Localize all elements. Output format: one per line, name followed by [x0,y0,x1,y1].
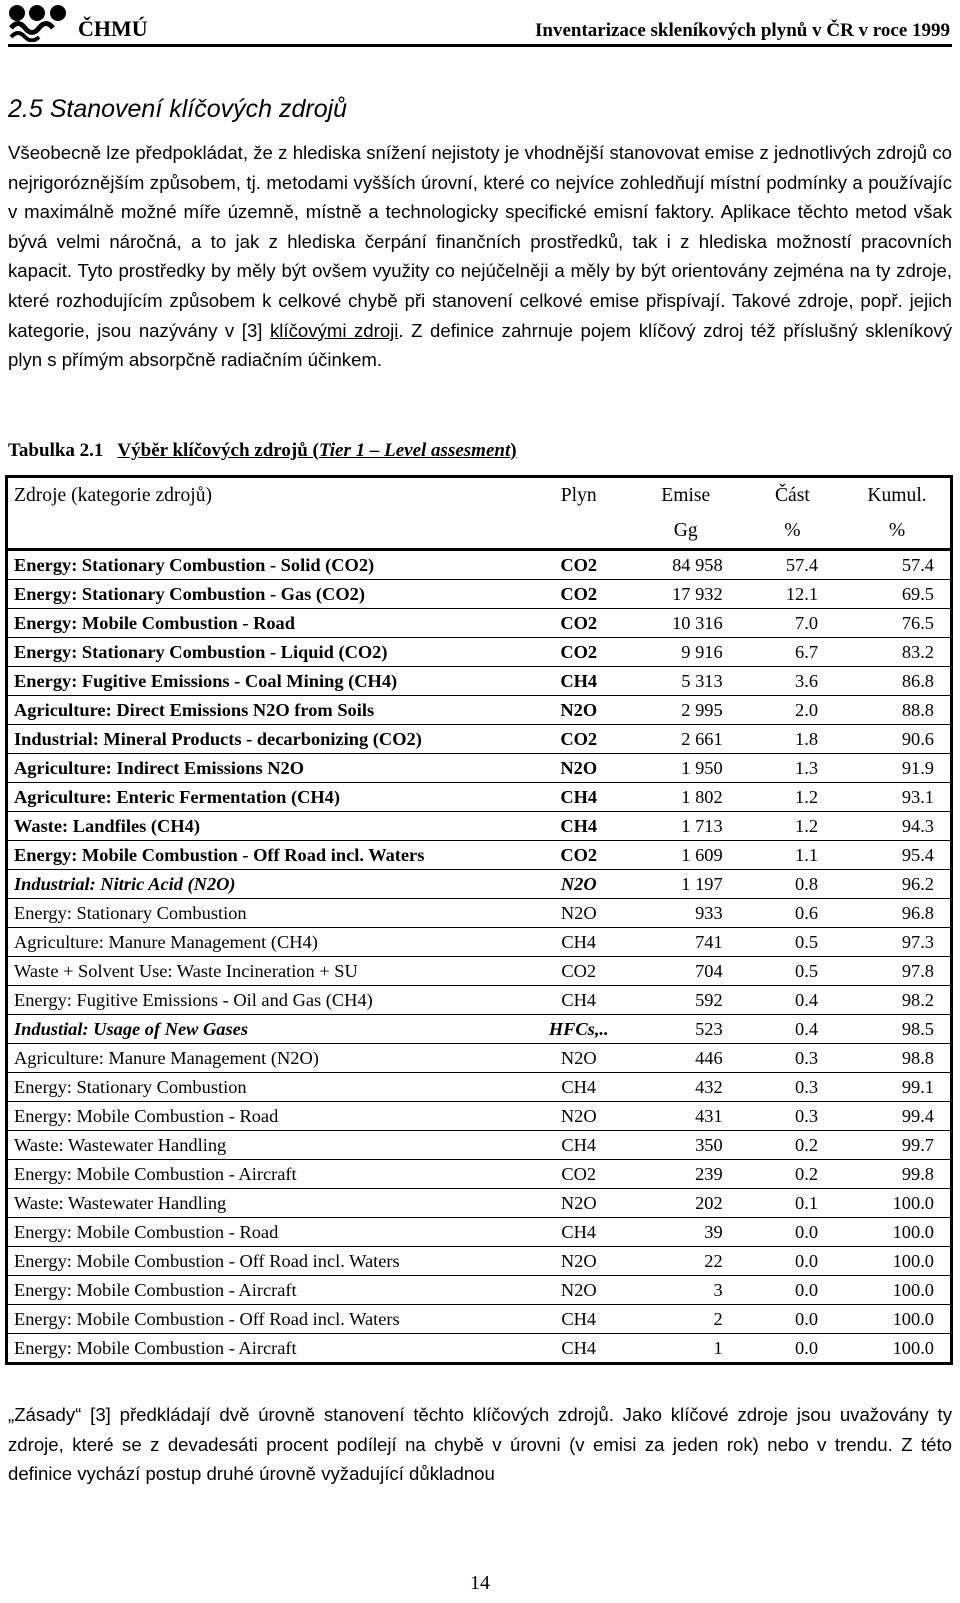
cell-share: 0.5 [741,957,844,986]
cell-emission: 17 932 [631,580,741,609]
table-caption-label: Tabulka 2.1 [8,440,104,461]
cell-cumulative: 100.0 [844,1247,951,1276]
cell-cumulative: 76.5 [844,609,951,638]
table-row [7,1276,952,1305]
cell-share: 1.2 [741,783,844,812]
key-sources-term: klíčovými zdroji [270,319,399,341]
table-row [7,1334,952,1364]
cell-gas: CH4 [527,986,631,1015]
cell-emission: 39 [631,1218,741,1247]
cell-gas: N2O [527,899,631,928]
table-caption-title [117,440,516,461]
table-row [7,696,952,725]
cell-source: Energy: Stationary Combustion - Gas (CO2) [7,580,527,609]
cell-share: 3.6 [741,667,844,696]
units-source-empty [7,514,527,550]
cell-emission: 3 [631,1276,741,1305]
cell-cumulative: 100.0 [892,1338,934,1358]
cell-emission: 523 [631,1015,741,1044]
cell-source: Waste + Solvent Use: Waste Incineration + SU [7,957,527,986]
cell-gas: CH4 [527,812,631,841]
cell-cumulative: 91.9 [844,754,951,783]
chmu-logo-icon [8,4,70,42]
cell-gas: CO2 [527,638,631,667]
cell-gas: CH4 [527,667,631,696]
logo-text: ČHMÚ [78,16,148,41]
cell-gas: CH4 [561,1338,597,1358]
intro-paragraph [8,138,952,375]
cell-cumulative: 98.5 [844,1015,951,1044]
cell-cumulative: 100.0 [844,1305,951,1334]
cell-emission: 1 609 [631,841,741,870]
cell-gas: CH4 [527,1305,631,1334]
cell-cumulative: 97.3 [844,928,951,957]
table-row [7,1102,952,1131]
cell-source: Industrial: Mineral Products - decarbonizing (CO2) [7,725,527,754]
cell-share: 0.3 [741,1044,844,1073]
cell-gas: CO2 [527,1160,631,1189]
table-row [7,580,952,609]
cell-gas: CH4 [527,783,631,812]
table-row [7,1160,952,1189]
cell-share: 0.0 [741,1276,844,1305]
cell-source: Waste: Wastewater Handling [7,1131,527,1160]
table-row [7,638,952,667]
cell-gas: N2O [527,1276,631,1305]
cell-emission: 704 [631,957,741,986]
cell-gas: CO2 [527,957,631,986]
cell-emission: 2 661 [631,725,741,754]
table-row [7,957,952,986]
cell-emission: 10 316 [631,609,741,638]
header-cumulative: Kumul. [867,485,927,506]
section-title: 2.5 Stanovení klíčových zdrojů [8,95,348,123]
cell-emission: 741 [631,928,741,957]
cell-emission: 431 [631,1102,741,1131]
units-gas-empty [527,514,631,550]
cell-gas: N2O [527,1102,631,1131]
cell-gas: CO2 [527,725,631,754]
cell-cumulative: 94.3 [844,812,951,841]
table-row [7,841,952,870]
cell-share: 0.2 [741,1160,844,1189]
caption-title-suffix: ) [510,440,517,461]
cell-share: 1.3 [741,754,844,783]
cell-source: Energy: Stationary Combustion [7,899,527,928]
table-row [7,928,952,957]
cell-cumulative: 98.2 [844,986,951,1015]
cell-source: Industrial: Nitric Acid (N2O) [7,870,527,899]
cell-cumulative: 93.1 [844,783,951,812]
cell-emission: 1 802 [631,783,741,812]
cell-source: Energy: Mobile Combustion - Off Road incl. Waters [7,841,527,870]
cell-emission: 202 [631,1189,741,1218]
table-row [7,725,952,754]
cell-emission: 432 [631,1073,741,1102]
table-row [7,1044,952,1073]
cell-source: Energy: Mobile Combustion - Off Road incl. Waters [7,1247,527,1276]
cell-share: 0.0 [741,1247,844,1276]
cell-gas: CH4 [527,1073,631,1102]
cell-source: Energy: Mobile Combustion - Road [7,1218,527,1247]
cell-cumulative: 57.4 [844,550,951,580]
cell-gas: CO2 [527,841,631,870]
cell-source: Energy: Mobile Combustion - Aircraft [7,1276,527,1305]
cell-gas: N2O [527,696,631,725]
cell-cumulative: 99.4 [844,1102,951,1131]
cell-source: Energy: Stationary Combustion - Solid (CO2) [7,550,527,580]
table-row [7,1305,952,1334]
cell-share: 1.1 [741,841,844,870]
cell-gas: N2O [527,1044,631,1073]
caption-title-prefix: Výběr klíčových zdrojů ( [117,440,319,461]
table-row [7,899,952,928]
header-emission: Emise [661,485,711,506]
cell-emission: 2 [631,1305,741,1334]
intro-text-before: Všeobecně lze předpokládat, že z hlediska snížení nejistoty je vhodnější stanovovat emise z jednotlivých zdrojů co nejrigoróznějším způsobem, tj. metodami vyšších úrovní, které co nejvíce zohledňují místní podmínky a používajíc v maximálně možné míře územně, místně a technologicky specifické emisní faktory. Aplikace těchto metod však bývá velmi náročná, a to jak z hlediska čerpání finančních prostředků, tak i z hlediska možností pracovních kapacit. Tyto prostředky by měly být ovšem využity co nejúčelněji a měly by být orientovány zejména na ty zdroje, které rozhodujícím způsobem k celkové chybě při stanovení celkové emise přispívají. Takové zdroje, popř. jejich kategorie, jsou nazývány v [3] [8,142,952,341]
table-row [7,1131,952,1160]
table-row [7,609,952,638]
table-row [7,1073,952,1102]
cell-source: Industial: Usage of New Gases [7,1015,527,1044]
cell-cumulative: 100.0 [844,1276,951,1305]
units-emission: Gg [631,514,741,550]
table-row [7,870,952,899]
header-source: Zdroje (kategorie zdrojů) [14,485,213,506]
cell-cumulative: 90.6 [844,725,951,754]
cell-cumulative: 98.8 [844,1044,951,1073]
cell-source: Waste: Wastewater Handling [7,1189,527,1218]
cell-source: Agriculture: Enteric Fermentation (CH4) [7,783,527,812]
cell-source: Agriculture: Manure Management (CH4) [7,928,527,957]
cell-share: 0.6 [741,899,844,928]
cell-emission: 1 197 [631,870,741,899]
cell-cumulative: 100.0 [844,1218,951,1247]
cell-cumulative: 96.8 [844,899,951,928]
cell-share: 0.3 [741,1073,844,1102]
table-row [7,550,952,580]
table-row [7,754,952,783]
cell-share: 0.1 [741,1189,844,1218]
table-row [7,1189,952,1218]
cell-source: Energy: Mobile Combustion - Road [7,609,527,638]
cell-emission: 592 [631,986,741,1015]
cell-share: 2.0 [741,696,844,725]
cell-source: Energy: Mobile Combustion - Road [7,1102,527,1131]
cell-emission: 2 995 [631,696,741,725]
cell-cumulative: 86.8 [844,667,951,696]
cell-cumulative: 99.7 [844,1131,951,1160]
key-sources-table [5,475,953,1365]
cell-share: 1.2 [741,812,844,841]
cell-share: 0.3 [741,1102,844,1131]
cell-cumulative: 83.2 [844,638,951,667]
cell-source: Agriculture: Direct Emissions N2O from Soils [7,696,527,725]
cell-gas: N2O [527,870,631,899]
cell-share: 0.4 [741,1015,844,1044]
cell-emission: 9 916 [631,638,741,667]
cell-source: Agriculture: Indirect Emissions N2O [7,754,527,783]
cell-source: Energy: Mobile Combustion - Off Road incl. Waters [7,1305,527,1334]
cell-gas: N2O [527,754,631,783]
cell-cumulative: 99.8 [844,1160,951,1189]
cell-share: 0.8 [741,870,844,899]
cell-emission: 933 [631,899,741,928]
cell-cumulative: 96.2 [844,870,951,899]
cell-emission: 5 313 [631,667,741,696]
cell-source: Energy: Mobile Combustion - Aircraft [7,1160,527,1189]
cell-emission: 350 [631,1131,741,1160]
cell-source: Energy: Fugitive Emissions - Oil and Gas (CH4) [7,986,527,1015]
cell-share: 0.0 [795,1338,819,1358]
cell-cumulative: 69.5 [844,580,951,609]
cell-share: 1.8 [741,725,844,754]
cell-emission: 1 [713,1338,723,1358]
units-cumulative: % [844,514,951,550]
header-gas: Plyn [560,485,597,506]
table-row [7,812,952,841]
cell-emission: 22 [631,1247,741,1276]
cell-share: 7.0 [741,609,844,638]
cell-share: 0.2 [741,1131,844,1160]
cell-source: Energy: Stationary Combustion [7,1073,527,1102]
cell-cumulative: 100.0 [844,1189,951,1218]
cell-gas: HFCs,.. [527,1015,631,1044]
table-body [7,477,952,1364]
outro-paragraph: „Zásady“ [3] předkládají dvě úrovně stanovení těchto klíčových zdrojů. Jako klíčové zdroje jsou uvažovány ty zdroje, které se z devadesáti procent podílejí na chybě v úrovni (v emisi za jeden rok) nebo v trendu. Z této definice vychází postup druhé úrovně vyžadující důkladnou [8,1404,952,1484]
cell-emission: 1 950 [631,754,741,783]
cell-emission: 239 [631,1160,741,1189]
cell-emission: 1 713 [631,812,741,841]
cell-gas: CO2 [527,580,631,609]
table-row [7,783,952,812]
page-number: 14 [470,1572,490,1594]
cell-cumulative: 97.8 [844,957,951,986]
table-caption [8,440,517,462]
table-row [7,667,952,696]
cell-share: 0.0 [741,1305,844,1334]
cell-source: Agriculture: Manure Management (N2O) [7,1044,527,1073]
table-row [7,1247,952,1276]
header-share: Část [774,485,810,506]
table-row [7,1218,952,1247]
header-divider [8,44,952,47]
cell-share: 0.0 [741,1218,844,1247]
cell-share: 12.1 [741,580,844,609]
intro-text-after: . Z definice zahrnuje pojem klíčový zdroj též příslušný skleníkový plyn s přímým absorpčně radiačním účinkem. [8,319,952,371]
table-row [7,986,952,1015]
cell-gas: N2O [527,1247,631,1276]
cell-cumulative: 95.4 [844,841,951,870]
cell-share: 0.5 [741,928,844,957]
cell-share: 57.4 [741,550,844,580]
cell-source: Waste: Landfiles (CH4) [7,812,527,841]
header-title: Inventarizace skleníkových plynů v ČR v roce 1999 [534,20,950,41]
cell-source: Energy: Mobile Combustion - Aircraft [14,1338,297,1358]
cell-source: Energy: Stationary Combustion - Liquid (CO2) [7,638,527,667]
cell-share: 6.7 [741,638,844,667]
cell-source: Energy: Fugitive Emissions - Coal Mining (CH4) [7,667,527,696]
cell-emission: 446 [631,1044,741,1073]
table-row [7,1015,952,1044]
cell-gas: CH4 [527,1131,631,1160]
page-header [8,2,960,44]
cell-emission: 84 958 [631,550,741,580]
cell-share: 0.4 [741,986,844,1015]
caption-title-italic: Tier 1 – Level assesment [318,440,511,461]
table-header-row [7,477,952,515]
cell-gas: CH4 [527,1218,631,1247]
cell-gas: CO2 [527,609,631,638]
table-units-row [7,514,952,550]
cell-cumulative: 88.8 [844,696,951,725]
units-share: % [741,514,844,550]
cell-gas: N2O [527,1189,631,1218]
cell-cumulative: 99.1 [844,1073,951,1102]
cell-gas: CO2 [527,550,631,580]
cell-gas: CH4 [527,928,631,957]
